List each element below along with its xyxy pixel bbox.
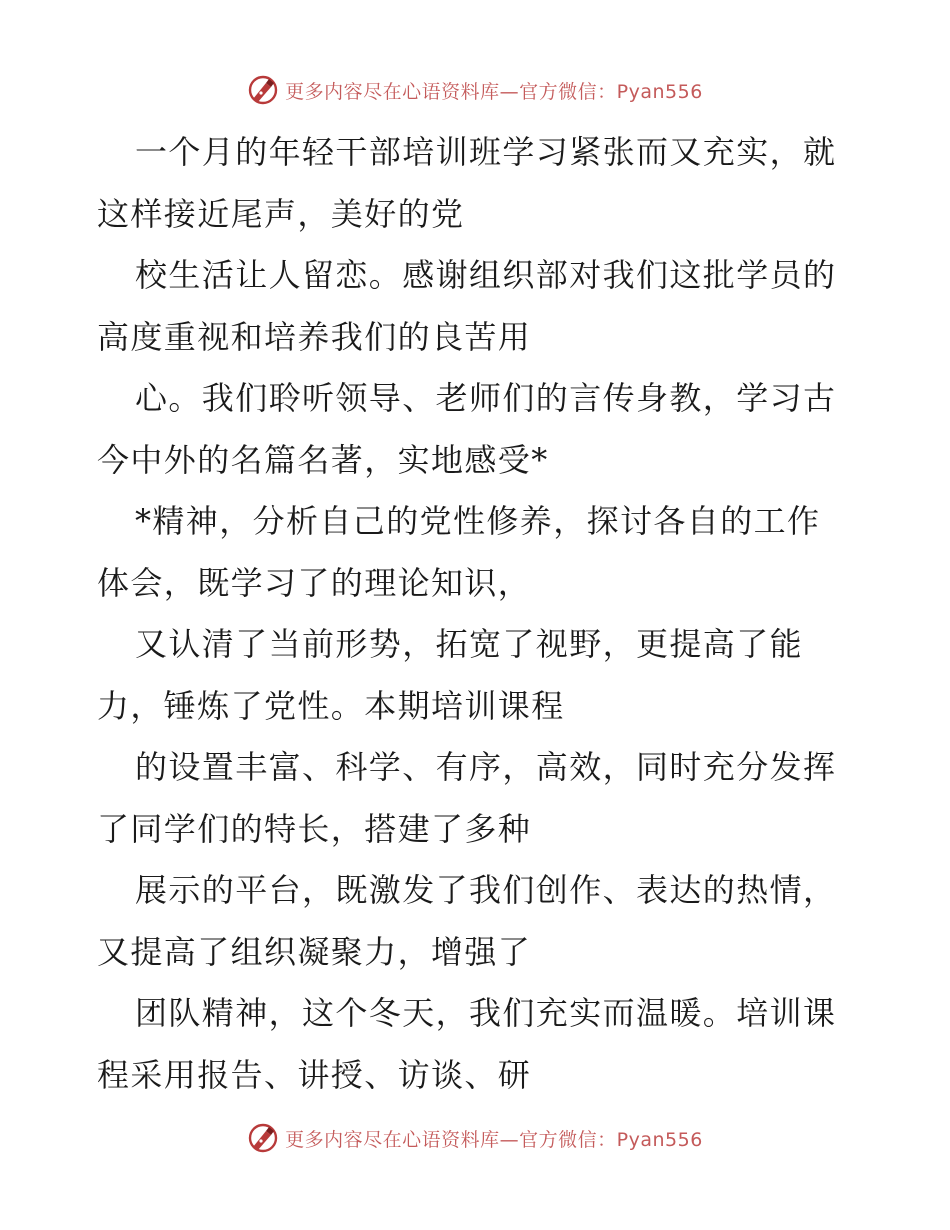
paragraph-line: 又认清了当前形势，拓宽了视野，更提高了能	[135, 625, 804, 663]
document-body	[97, 122, 857, 1106]
paragraph-line: *精神，分析自己的党性修养，探讨各自的工作	[135, 502, 821, 540]
pen-logo-icon	[247, 1122, 279, 1154]
paragraph-line: 心。我们聆听领导、老师们的言传身教，学习古	[135, 379, 837, 417]
footer-banner	[0, 1118, 950, 1158]
paragraph-line: 今中外的名篇名著，实地感受*	[97, 440, 549, 479]
paragraph-line: 的设置丰富、科学、有序，高效，同时充分发挥	[135, 748, 837, 786]
paragraph-line: 这样接近尾声，美好的党	[97, 194, 465, 233]
paragraph-line: 程采用报告、讲授、访谈、研	[97, 1055, 532, 1094]
paragraph-line: 力，锤炼了党性。本期培训课程	[97, 686, 565, 725]
footer-banner-text: 更多内容尽在心语资料库—官方微信：Pyan556	[285, 1128, 703, 1151]
paragraph-line: 体会，既学习了的理论知识，	[97, 563, 532, 602]
header-banner	[0, 70, 950, 110]
paragraph-line: 高度重视和培养我们的良苦用	[97, 317, 532, 356]
header-banner-text: 更多内容尽在心语资料库—官方微信：Pyan556	[285, 80, 703, 103]
paragraph-line: 又提高了组织凝聚力，增强了	[97, 932, 532, 971]
paragraph-line: 校生活让人留恋。感谢组织部对我们这批学员的	[135, 256, 837, 294]
paragraph-line: 团队精神，这个冬天，我们充实而温暖。培训课	[135, 994, 837, 1032]
paragraph-line: 展示的平台，既激发了我们创作、表达的热情，	[135, 871, 837, 909]
paragraph-line: 一个月的年轻干部培训班学习紧张而又充实，就	[135, 133, 837, 171]
pen-logo-icon	[247, 74, 279, 106]
paragraph-line: 了同学们的特长，搭建了多种	[97, 809, 532, 848]
